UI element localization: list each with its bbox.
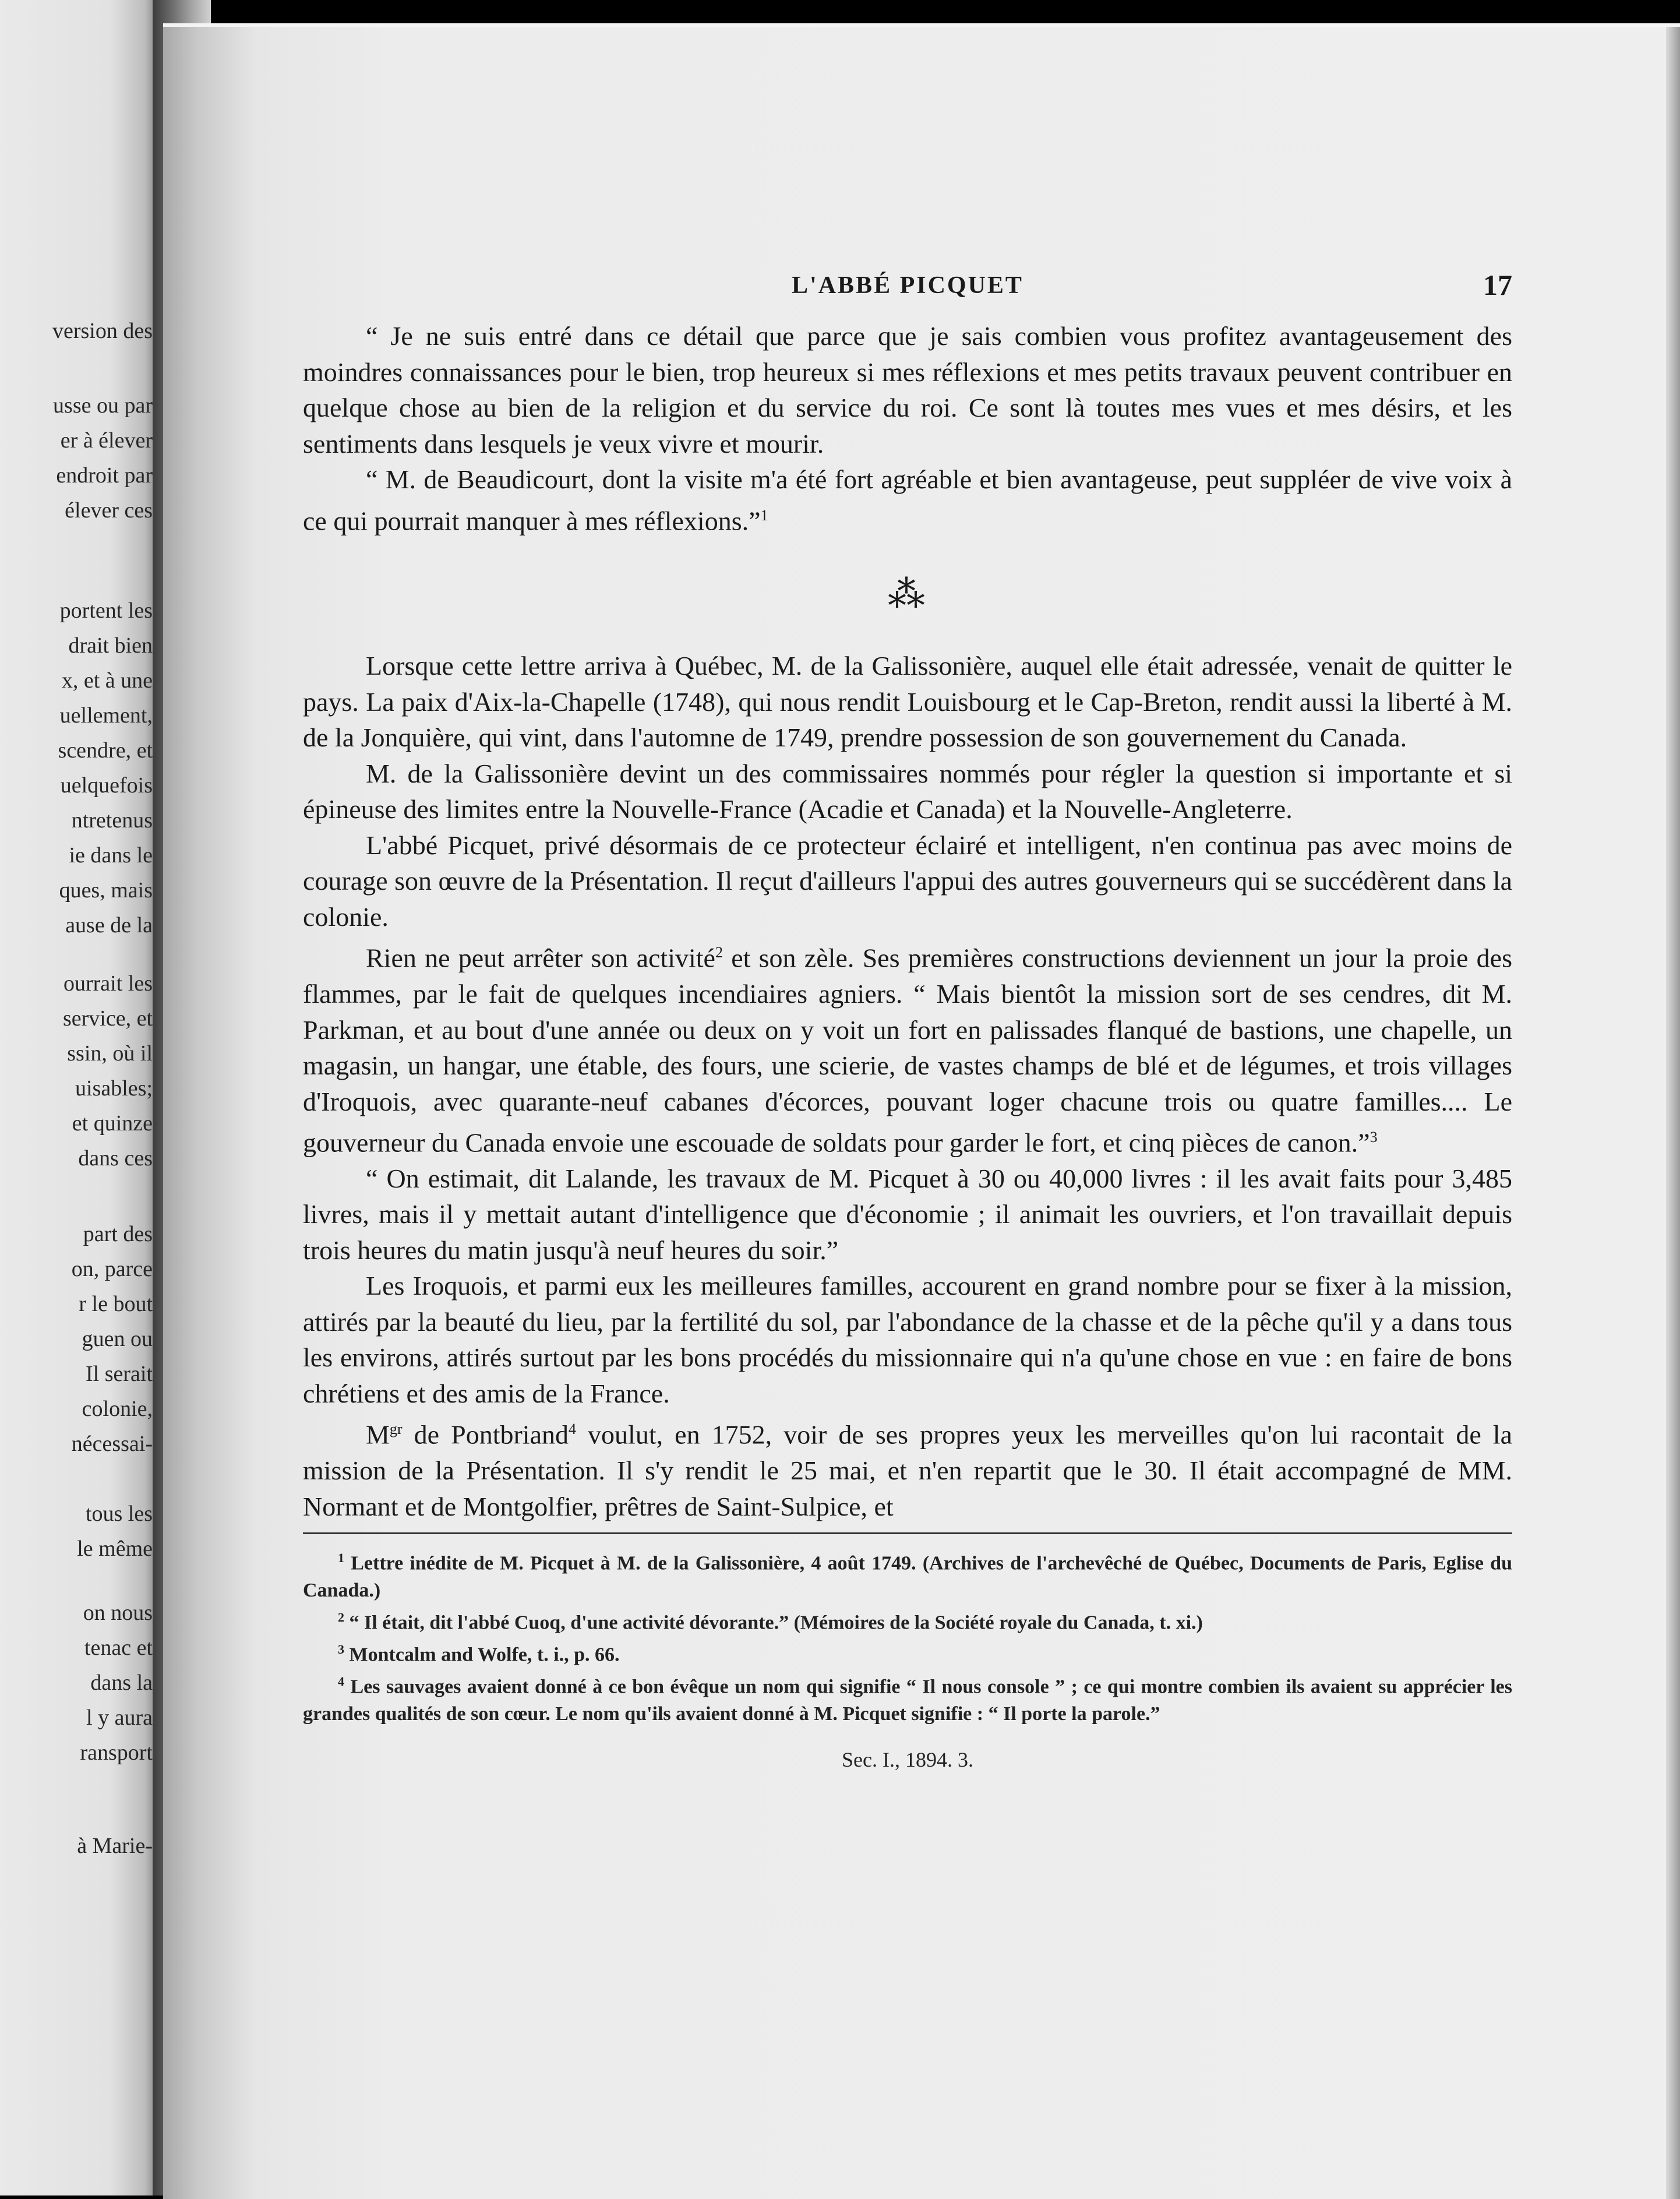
footnote-text: “ Il était, dit l'abbé Cuoq, d'une activité dévorante.” (Mémoires de la Société royale du Canada, t. xi.) [349,1611,1203,1633]
body-paragraph [303,935,1512,1161]
left-page-text-fragment: on nous [83,1601,153,1625]
footnote-ref: 3 [1370,1129,1378,1146]
left-page-text-fragment: uellement, [59,703,153,728]
footnote-ref: 1 [760,506,768,524]
left-page-text-fragment: part des [83,1222,153,1246]
left-page-text-fragment: Il serait [85,1362,153,1386]
running-title: L'ABBÉ PICQUET [792,272,1023,299]
running-head [303,269,1512,318]
left-page-text-fragment: er à élever [60,428,153,453]
left-page-text-fragment: usse ou par [53,393,153,418]
left-page-text-fragment: dans la [90,1671,153,1695]
quote-paragraph: “ Je ne suis entré dans ce détail que parce que je sais combien vous profitez avantageusement des moindres connaissances pour le bien, trop heureux si mes réflexions et mes petits travaux peuvent contribuer en quelque chose au bien de la religion et du service du roi. Ce sont là toutes mes vues et mes désirs, et les sentiments dans lesquels je veux vivre et mourir. [303,321,1512,459]
section-asterism: ⁂ [888,573,927,615]
left-page-text-fragment: et quinze [72,1111,153,1136]
footnote [303,1636,1512,1668]
mgr-abbrev: M [366,1419,390,1450]
left-page-text-fragment: ause de la [65,913,153,938]
left-page-text-fragment: x, et à une [61,668,153,693]
footnote-text: Montcalm and Wolfe, t. i., p. 66. [349,1644,620,1666]
footnote-ref: 4 [569,1421,576,1438]
left-page-text-fragment: le même [77,1537,153,1561]
left-page-text-fragment: ssin, où il [67,1041,153,1066]
left-page-text-fragment: scendre, et [58,738,153,763]
left-page-text-fragment: uisables; [75,1076,153,1101]
quote-paragraph [303,461,1512,538]
body-paragraph: “ On estimait, dit Lalande, les travaux de M. Picquet à 30 ou 40,000 livres : il les avait faits pour 3,485 livres, mais il y mettait autant d'intelligence que d'économie ; il animait les ouvriers, et l'on travaillait depuis trois heures du matin jusqu'à neuf heures du soir.” [303,1163,1512,1265]
previous-page-edge [0,0,157,2196]
body-paragraph: Lorsque cette lettre arriva à Québec, M. de la Galissonière, auquel elle était adressée, venait de quitter le pays. La paix d'Aix-la-Chapelle (1748), qui nous rendit Louisbourg et le Cap-Breton, rendit aussi la liberté à M. de la Jonquière, qui vint, dans l'automne de 1749, prendre possession de son gouvernement du Canada. [303,651,1512,753]
paragraph-text: Rien ne peut arrêter son activité [366,943,715,973]
left-page-text-fragment: uelquefois [60,773,153,798]
page-number: 17 [1483,269,1512,301]
footnote-ref: 2 [715,944,723,961]
left-page-text-fragment: nécessai- [71,1432,153,1456]
page-content [303,269,1513,1772]
body-paragraph: Les Iroquois, et parmi eux les meilleures familles, accourent en grand nombre pour se fixer à la mission, attirés par la beauté du lieu, par la fertilité du sol, par l'abondance de la chasse et de la pêche qu'il y a dans tous les environs, attirés surtout par les bons procédés du missionnaire qui n'a qu'une chose en vue : en faire de bons chrétiens et des amis de la France. [303,1271,1512,1408]
body-paragraph [303,1411,1512,1524]
left-page-text-fragment: ie dans le [69,843,153,868]
left-page-text-fragment: ntretenus [71,808,153,833]
left-page-text-fragment: ques, mais [59,878,153,903]
footnote [303,1668,1512,1727]
footnote-mark: 4 [338,1674,344,1689]
left-page-text-fragment: r le bout [79,1292,153,1316]
left-page-text-fragment: service, et [62,1006,153,1031]
body-paragraph: M. de la Galissonière devint un des commissaires nommés pour régler la question si importante et si épineuse des limites entre la Nouvelle-France (Acadie et Canada) et la Nouvelle-Angleterre. [303,758,1512,824]
footnote [303,1604,1512,1636]
left-page-text-fragment: ransport [80,1740,153,1765]
left-page-text-fragment: à Marie- [77,1834,153,1858]
left-page-text-fragment: endroit par [56,463,153,488]
footnote-mark: 2 [338,1609,344,1624]
footnote-text: Lettre inédite de M. Picquet à M. de la Galissonière, 4 août 1749. (Archives de l'archevêché de Québec, Documents de Paris, Eglise du Canada.) [303,1552,1513,1601]
footnote [303,1545,1512,1604]
left-page-text-fragment: tous les [85,1502,153,1526]
paragraph-text: voulut, en 1752, voir de ses propres yeux les merveilles qu'on lui racontait de la mission de la Présentation. Il s'y rendit le 25 mai, et n'en repartit que le 30. Il était accompagné de MM. Normant et de Montgolfier, prêtres de Saint-Sulpice, et [303,1419,1513,1521]
left-page-text-fragment: portent les [59,598,153,623]
mgr-abbrev-sup: gr [389,1421,403,1438]
left-page-text-fragment: tenac et [84,1636,153,1660]
left-page-text-fragment: dans ces [78,1146,153,1171]
footnote-text: Les sauvages avaient donné à ce bon évêque un nom qui signifie “ Il nous console ” ; ce qui montre combien ils avaient su apprécier les grandes qualités de son cœur. Le nom qu'ils avaient donné à M. Picquet signifie : “ Il porte la parole.” [303,1676,1512,1725]
left-page-text-fragment: version des [52,319,153,343]
left-page-text-fragment: guen ou [82,1327,153,1351]
paragraph-text: “ M. de Beaudicourt, dont la visite m'a été fort agréable et bien avantageuse, peut suppléer de vive voix à ce qui pourrait manquer à mes réflexions.” [303,464,1512,535]
paragraph-text: et son zèle. Ses premières constructions deviennent un jour la proie des flammes, par le fait de quelques incendiaires agniers. “ Mais bientôt la mission sort de ses cendres, dit M. Parkman, et au bout d'une année ou deux on y voit un fort en palissades flanqué de bastions, une chapelle, un magasin, un hangar, une étable, des fours, une scierie, de vastes champs de blé et de légumes, et trois villages d'Iroquois, avec quarante-neuf cabanes d'écorces, pouvant loger chacune trois ou quatre familles.... Le gouverneur du Canada envoie une escouade de soldats pour garder le fort, et cinq pièces de canon.” [303,943,1512,1158]
body-paragraph: L'abbé Picquet, privé désormais de ce protecteur éclairé et intelligent, n'en continua pas avec moins de courage son œuvre de la Présentation. Il reçut d'ailleurs l'appui des autres gouverneurs qui se succédèrent dans la colonie. [303,830,1512,932]
left-page-text-fragment: ourrait les [63,971,153,996]
footnote-mark: 3 [338,1641,344,1657]
footnote-rule [303,1532,1512,1534]
footnote-mark: 1 [338,1550,344,1566]
left-page-text-fragment: l y aura [86,1705,153,1730]
book-page [163,23,1680,2199]
left-page-text-fragment: drait bien [68,633,153,658]
left-page-text-fragment: élever ces [65,498,153,523]
left-page-text-fragment: colonie, [82,1397,153,1421]
printer-signature: Sec. I., 1894. 3. [842,1747,973,1771]
paragraph-text: de Pontbriand [402,1419,569,1450]
left-page-text-fragment: on, parce [71,1257,153,1281]
